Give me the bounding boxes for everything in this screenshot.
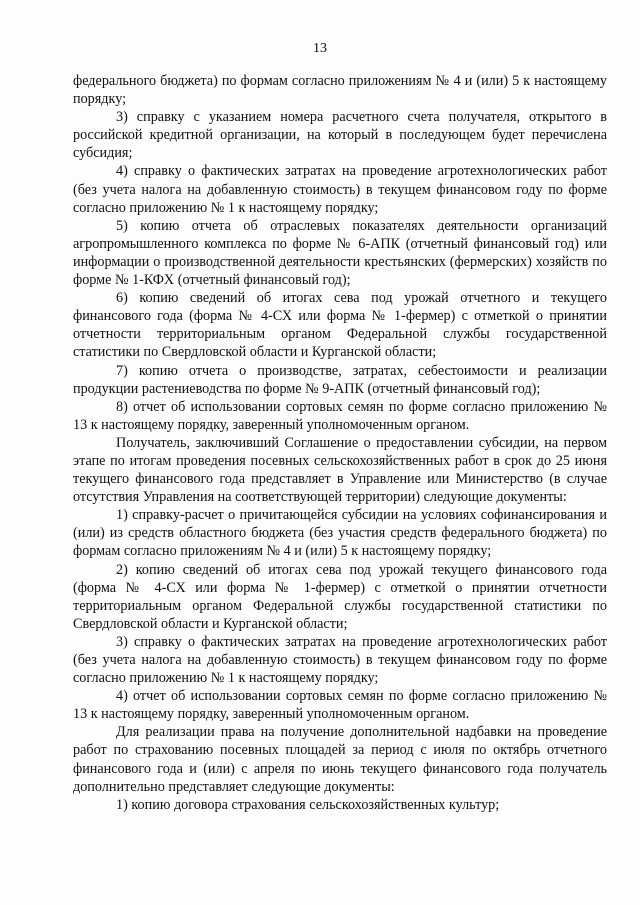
paragraph: федерального бюджета) по формам согласно приложениям № 4 и (или) 5 к настоящему порядку; — [73, 73, 607, 108]
paragraph: 6) копию сведений об итогах сева под урожай отчетного и текущего финансового года (форма № 4-СХ или форма № 1-фермер) с отметкой о принятии отчетности территориальным органом Федеральной службы государственной статистики по Свердловской области и Курганской области; — [73, 290, 607, 361]
paragraph: Для реализации права на получение дополнительной надбавки на проведение работ по страхованию посевных площадей за период с июля по октябрь отчетного финансового года и (или) с апреля по июнь текущего финансового года получатель дополнительно представляет следующие документы: — [73, 724, 607, 795]
paragraph: 1) справку-расчет о причитающейся субсидии на условиях софинансирования и (или) из средств областного бюджета (без участия средств федерального бюджета) по формам согласно приложениям № 4 и (или) 5 к настоящему порядку; — [73, 507, 607, 560]
paragraph: 8) отчет об использовании сортовых семян по форме согласно приложению № 13 к настоящему порядку, заверенный уполномоченным органом. — [73, 398, 607, 433]
paragraph: 2) копию сведений об итогах сева под урожай текущего финансового года (форма № 4-СХ или форма № 1-фермер) с отметкой о принятии отчетности территориальным органом Федеральной службы государственной статистики по Свердловской области и Курганской области; — [73, 561, 607, 632]
paragraph: 4) отчет об использовании сортовых семян по форме согласно приложению № 13 к настоящему порядку, заверенный уполномоченным органом. — [73, 688, 607, 723]
paragraph: 1) копию договора страхования сельскохозяйственных культур; — [116, 796, 500, 813]
paragraph: 3) справку с указанием номера расчетного счета получателя, открытого в российской кредитной организации, на который в последующем будет перечислена субсидия; — [73, 109, 607, 162]
page-number: 13 — [313, 41, 327, 56]
paragraph: 3) справку о фактических затратах на проведение агротехнологических работ (без учета налога на добавленную стоимость) в текущем финансовом году по форме согласно приложению № 1 к настоящему порядку; — [73, 633, 607, 687]
paragraph: 7) копию отчета о производстве, затратах, себестоимости и реализации продукции растениеводства по форме № 9-АПК (отчетный финансовый год); — [73, 362, 607, 397]
paragraph: 5) копию отчета об отраслевых показателях деятельности организаций агропромышленного комплекса по форме № 6-АПК (отчетный финансовый год) или информации о производственной деятельности крестьянских (фермерских) хозяйств по форме № 1-КФХ (отчетный финансовый год); — [73, 217, 607, 289]
document-body — [73, 72, 607, 814]
paragraph: Получатель, заключивший Соглашение о предоставлении субсидии, на первом этапе по итогам проведения посевных сельскохозяйственных работ в срок до 25 июня текущего финансового года представляет в Управление или Министерство (в случае отсутствия Управления на соответствующей территории) следующие документы: — [73, 434, 607, 506]
paragraph: 4) справку о фактических затратах на проведение агротехнологических работ (без учета налога на добавленную стоимость) в текущем финансовом году по форме согласно приложению № 1 к настоящему порядку; — [73, 163, 607, 216]
